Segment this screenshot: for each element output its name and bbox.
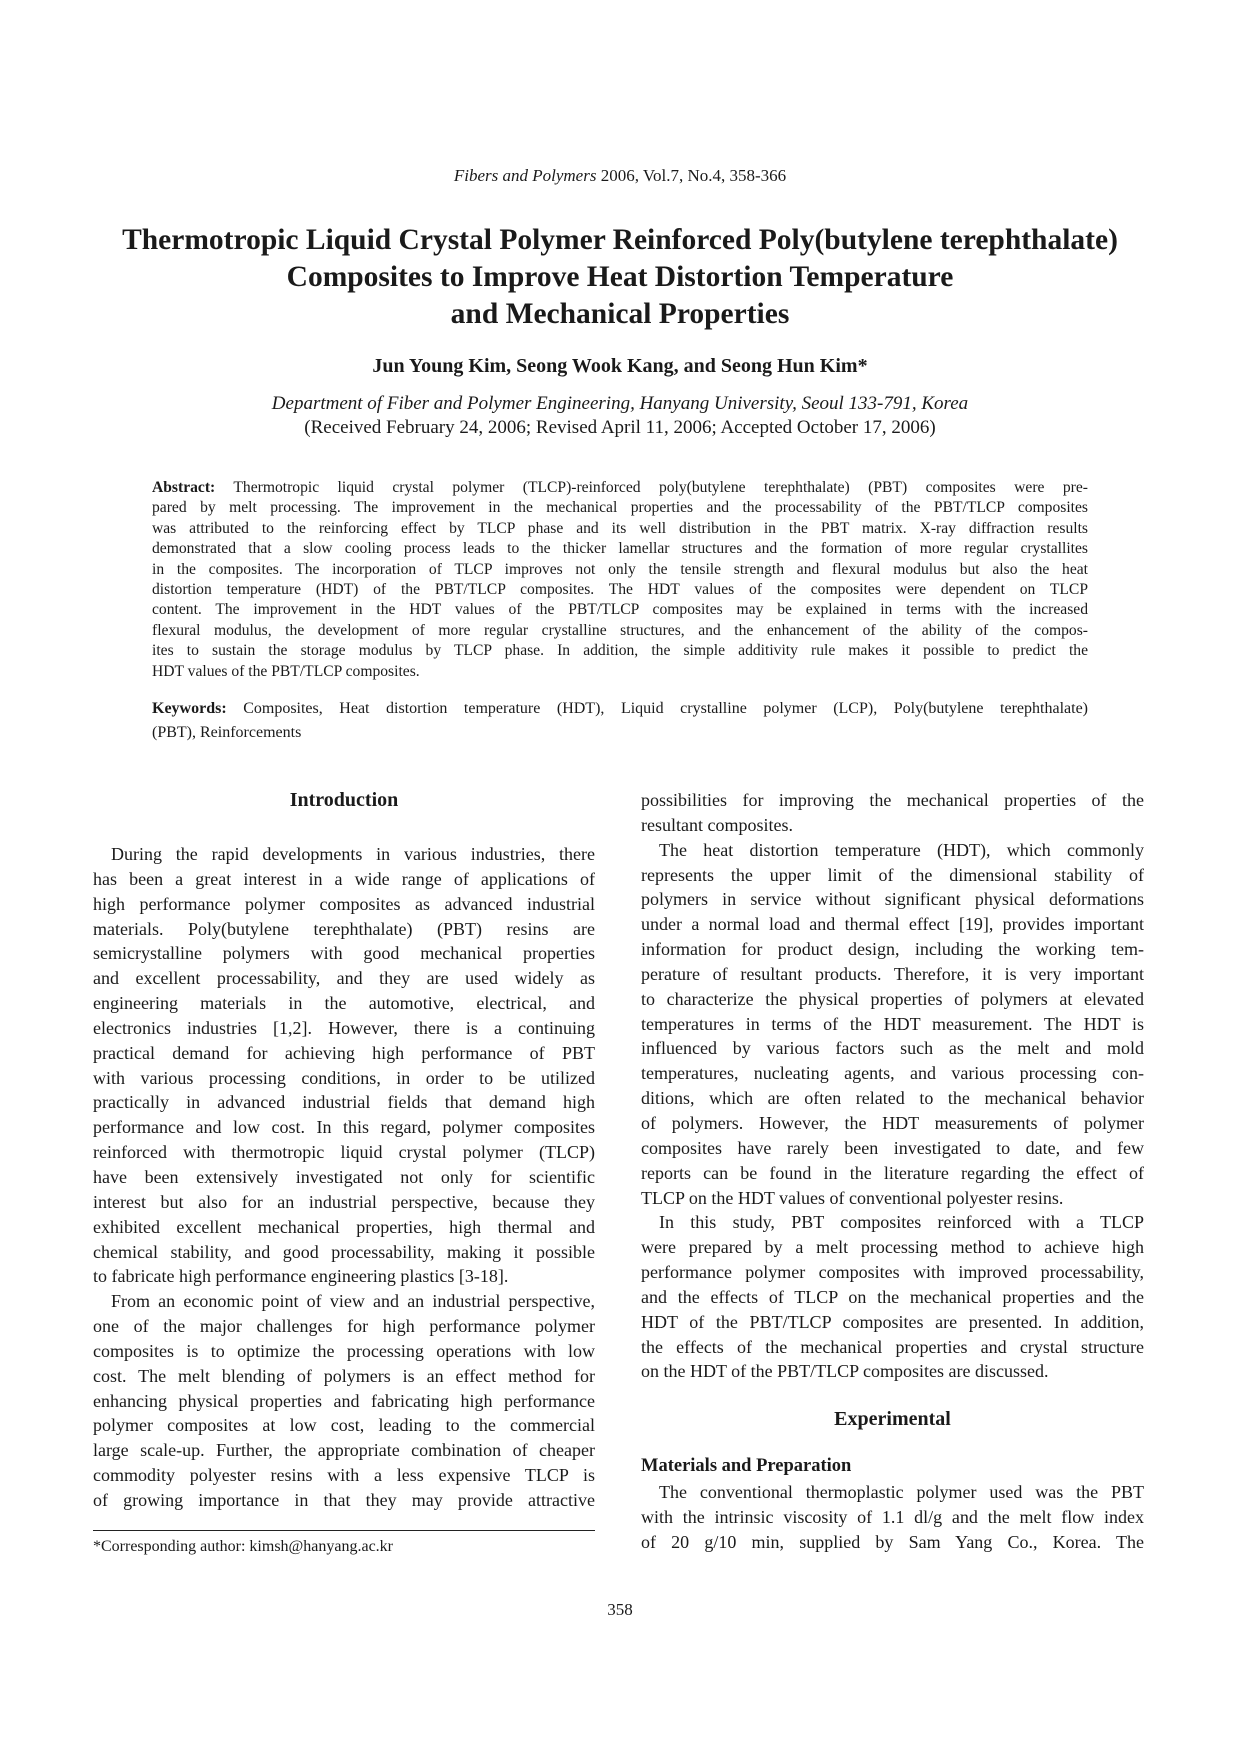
text-line: materials. Poly(butylene terephthalate) (PBT) resins are (93, 918, 595, 939)
text-line: exhibited excellent mechanical properties, high thermal and (93, 1216, 595, 1237)
journal-name: Fibers and Polymers (453, 166, 597, 185)
text-line: the effects of the mechanical properties and crystal structure (641, 1336, 1144, 1357)
text-line: interest but also for an industrial perspective, because they (93, 1191, 595, 1212)
affiliation: Department of Fiber and Polymer Engineering, Hanyang University, Seoul 133-791, Korea (271, 393, 969, 414)
left-column-text (93, 842, 595, 1513)
abstract-line: distortion temperature (HDT) of the PBT/TLCP composites. The HDT values of the composites were dependent on TLCP (152, 581, 1088, 599)
abstract-line (152, 478, 1088, 498)
footnote-divider (93, 1530, 595, 1531)
title-line: and Mechanical Properties (450, 298, 790, 330)
journal-citation (0, 166, 1240, 186)
experimental-text (641, 1480, 1144, 1555)
keywords-line (152, 697, 1088, 721)
text-line: to characterize the physical properties of polymers at elevated (641, 988, 1144, 1009)
abstract-line: flexural modulus, the development of more regular crystalline structures, and the enhancement of the ability of the compos- (152, 621, 1088, 639)
text-line: performance and low cost. In this regard, polymer composites (93, 1117, 595, 1138)
text-line: were prepared by a melt processing method to achieve high (641, 1237, 1144, 1258)
keywords-text: Composites, Heat distortion temperature (HDT), Liquid crystalline polymer (LCP), Poly(butylene terephthalate) (226, 700, 1088, 717)
text-line: perature of resultant products. Therefore, it is very important (641, 963, 1144, 984)
abstract-line: was attributed to the reinforcing effect by TLCP phase and its well distribution in the PBT matrix. X-ray diffraction results (152, 519, 1088, 537)
text-line: temperatures, nucleating agents, and various processing con- (641, 1063, 1144, 1084)
text-line: ditions, which are often related to the mechanical behavior (641, 1088, 1144, 1109)
text-line: commodity polyester resins with a less expensive TLCP is (93, 1465, 595, 1486)
right-column-text (641, 788, 1144, 1384)
keywords (152, 697, 1088, 745)
text-line: and excellent processability, and they are used widely as (93, 968, 595, 989)
author-list: Jun Young Kim, Seong Wook Kang, and Seong Hun Kim* (372, 355, 868, 377)
text-line: practical demand for achieving high performance of PBT (93, 1042, 595, 1063)
text-line: have been extensively investigated not only for scientific (93, 1166, 595, 1187)
text-line: high performance polymer composites as advanced industrial (93, 893, 595, 914)
text-line: large scale-up. Further, the appropriate combination of cheaper (93, 1440, 595, 1461)
text-line: temperatures in terms of the HDT measurement. The HDT is (641, 1013, 1144, 1034)
text-line: engineering materials in the automotive, electrical, and (93, 993, 595, 1014)
section-heading-introduction: Introduction (289, 789, 399, 811)
text-line: semicrystalline polymers with good mechanical properties (93, 943, 595, 964)
text-line: polymer composites at low cost, leading to the commercial (93, 1415, 595, 1436)
text-line: electronics industries [1,2]. However, there is a continuing (93, 1017, 595, 1038)
text-line: During the rapid developments in various industries, there (111, 844, 595, 864)
text-line: of growing importance in that they may provide attractive (93, 1489, 595, 1510)
paper-title (60, 222, 1180, 333)
text-line: on the HDT of the PBT/TLCP composites are discussed. (641, 1361, 1049, 1382)
text-line: influenced by various factors such as the melt and mold (641, 1038, 1144, 1059)
text-line: composites is to optimize the processing operations with low (93, 1340, 595, 1361)
abstract-line: ites to sustain the storage modulus by TLCP phase. In addition, the simple additivity rule makes it possible to predict the (152, 642, 1088, 660)
text-line: polymers in service without significant physical deformations (641, 889, 1144, 910)
text-line: The conventional thermoplastic polymer used was the PBT (659, 1482, 1144, 1502)
corresponding-author-footnote: *Corresponding author: kimsh@hanyang.ac.kr (93, 1538, 394, 1555)
text-line: In this study, PBT composites reinforced with a TLCP (659, 1212, 1144, 1233)
text-line: reinforced with thermotropic liquid crystal polymer (TLCP) (93, 1142, 595, 1163)
text-line: composites have rarely been investigated to date, and few (641, 1137, 1144, 1158)
text-line: one of the major challenges for high performance polymer (93, 1316, 595, 1337)
text-line: under a normal load and thermal effect [19], provides important (641, 914, 1144, 935)
abstract-text: Thermotropic liquid crystal polymer (TLCP)-reinforced poly(butylene terephthalate) (PBT) composites were pre- (215, 479, 1088, 496)
section-heading-experimental: Experimental (834, 1408, 951, 1430)
text-line: cost. The melt blending of polymers is an effect method for (93, 1365, 595, 1386)
text-line: resultant composites. (641, 814, 793, 835)
keywords-label: Keywords: (152, 700, 227, 717)
abstract-line: in the composites. The incorporation of TLCP improves not only the tensile strength and flexural modulus but also the heat (152, 560, 1088, 578)
text-line: of 20 g/10 min, supplied by Sam Yang Co., Korea. The (641, 1531, 1144, 1552)
text-line: HDT of the PBT/TLCP composites are presented. In addition, (641, 1311, 1144, 1332)
page-number: 358 (607, 1600, 633, 1619)
journal-volume-pages: 2006, Vol.7, No.4, 358-366 (596, 166, 787, 185)
text-line: of polymers. However, the HDT measurements of polymer (641, 1112, 1144, 1133)
abstract (152, 478, 1088, 682)
keywords-line: (PBT), Reinforcements (152, 724, 302, 741)
abstract-line: content. The improvement in the HDT values of the PBT/TLCP composites may be explained in terms with the increased (152, 601, 1088, 619)
text-line: with various processing conditions, in order to be utilized (93, 1067, 595, 1088)
text-line: information for product design, including the working tem- (641, 939, 1144, 960)
abstract-line: pared by melt processing. The improvement in the mechanical properties and the processability of the PBT/TLCP composites (152, 499, 1088, 517)
received-dates: (Received February 24, 2006; Revised April 11, 2006; Accepted October 17, 2006) (304, 417, 936, 438)
text-line: to fabricate high performance engineering plastics [3-18]. (93, 1266, 509, 1287)
text-line: TLCP on the HDT values of conventional polyester resins. (641, 1187, 1064, 1208)
text-line: has been a great interest in a wide range of applications of (93, 868, 595, 889)
text-line: reports can be found in the literature regarding the effect of (641, 1162, 1144, 1183)
text-line: performance polymer composites with improved processability, (641, 1262, 1144, 1283)
text-line: practically in advanced industrial fields that demand high (93, 1092, 595, 1113)
text-line: possibilities for improving the mechanical properties of the (641, 790, 1144, 810)
text-line: represents the upper limit of the dimensional stability of (641, 864, 1144, 885)
abstract-line: HDT values of the PBT/TLCP composites. (152, 662, 420, 680)
text-line: The heat distortion temperature (HDT), which commonly (659, 839, 1144, 860)
text-line: and the effects of TLCP on the mechanical properties and the (641, 1286, 1144, 1307)
abstract-label: Abstract: (152, 479, 216, 496)
text-line: with the intrinsic viscosity of 1.1 dl/g and the melt flow index (641, 1506, 1144, 1527)
title-line: Composites to Improve Heat Distortion Temperature (286, 261, 954, 293)
text-line: enhancing physical properties and fabricating high performance (93, 1390, 595, 1411)
text-line: From an economic point of view and an industrial perspective, (111, 1291, 595, 1312)
abstract-line: demonstrated that a slow cooling process leads to the thicker lamellar structures and the formation of more regular crystallites (152, 540, 1088, 558)
title-line: Thermotropic Liquid Crystal Polymer Reinforced Poly(butylene terephthalate) (122, 224, 1118, 256)
subsection-heading-materials: Materials and Preparation (641, 1456, 852, 1476)
text-line: chemical stability, and good processability, making it possible (93, 1241, 595, 1262)
